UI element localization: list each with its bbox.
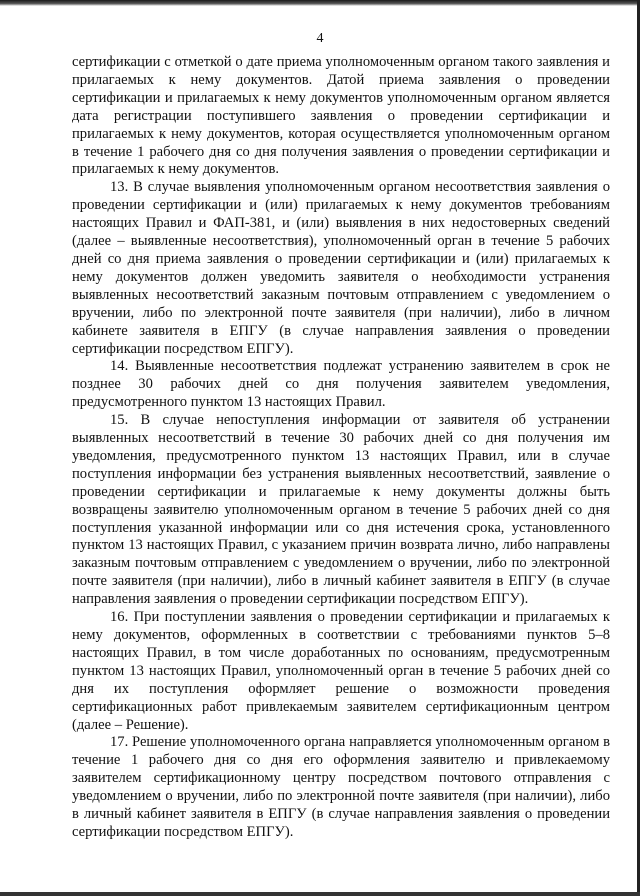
paragraph-continuation: сертификации с отметкой о дате приема уполномоченным органом такого заявления и прилагаемых к нему документов. Датой приема заявления о проведении сертификации и прилагаемых к нему документов уполномоченным органом является дата регистрации поступившего заявления о проведении сертификации и прилагаемых к нему документов, которая осуществляется уполномоченным органом в течение 1 рабочего дня со дня получения заявления о проведении сертификации и прилагаемых к нему документов. xyxy=(72,54,610,178)
document-body xyxy=(72,54,610,842)
paragraph-13: 13. В случае выявления уполномоченным органом несоответствия заявления о проведении сертификации и (или) прилагаемых к нему документов требованиям настоящих Правил и ФАП-381, и (или) выявления в них недостоверных сведений (далее – выявленные несоответствия), уполномоченный орган в течение 5 рабочих дней со дня приема заявления о проведении сертификации и (или) прилагаемых к нему документов должен уведомить заявителя о необходимости устранения выявленных несоответствий заказным почтовым отправлением с уведомлением о вручении, либо по электронной почте заявителя (при наличии), либо в личном кабинете заявителя в ЕПГУ (в случае направления заявления о проведении сертификации посредством ЕПГУ). xyxy=(72,179,610,357)
scan-top-edge xyxy=(0,0,640,6)
paragraph-16: 16. При поступлении заявления о проведении сертификации и прилагаемых к нему документов, оформленных в соответствии с требованиями пунктов 5–8 настоящих Правил, в том числе доработанных по основаниям, предусмотренным пунктом 13 настоящих Правил, уполномоченный орган в течение 5 рабочих дней со дня их поступления оформляет решение о возможности проведения сертификационных работ привлекаемым заявителем сертификационным центром (далее – Решение). xyxy=(72,609,610,733)
paragraph-14: 14. Выявленные несоответствия подлежат устранению заявителем в срок не позднее 30 рабочих дней со дня получения заявителем уведомления, предусмотренного пунктом 13 настоящих Правил. xyxy=(72,358,610,411)
scan-bottom-edge xyxy=(0,892,640,896)
page-number: 4 xyxy=(316,31,324,46)
paragraph-15: 15. В случае непоступления информации от заявителя об устранении выявленных несоответствий в течение 30 рабочих дней со дня получения им уведомления, предусмотренного пунктом 13 настоящих Правил, или в случае поступления информации без устранения выявленных несоответствий, заявление о проведении сертификации и прилагаемые к нему документы должны быть возвращены заявителю уполномоченным органом в течение 5 рабочих дней со дня поступления указанной информации или со дня истечения срока, установленного пунктом 13 настоящих Правил, с указанием причин возврата лично, либо направлены заказным почтовым отправлением с уведомлением о вручении, либо по электронной почте заявителя (при наличии), либо в личный кабинет заявителя в ЕПГУ (в случае направления заявления о проведении сертификации посредством ЕПГУ). xyxy=(72,412,610,608)
paragraph-17: 17. Решение уполномоченного органа направляется уполномоченным органом в течение 1 рабочего дня со дня его оформления заявителю и привлекаемому заявителем сертификационному центру посредством почтового отправления с уведомлением о вручении, либо по электронной почте заявителя (при наличии), либо в личный кабинет заявителя в ЕПГУ (в случае направления заявления о проведении сертификации посредством ЕПГУ). xyxy=(72,734,610,840)
